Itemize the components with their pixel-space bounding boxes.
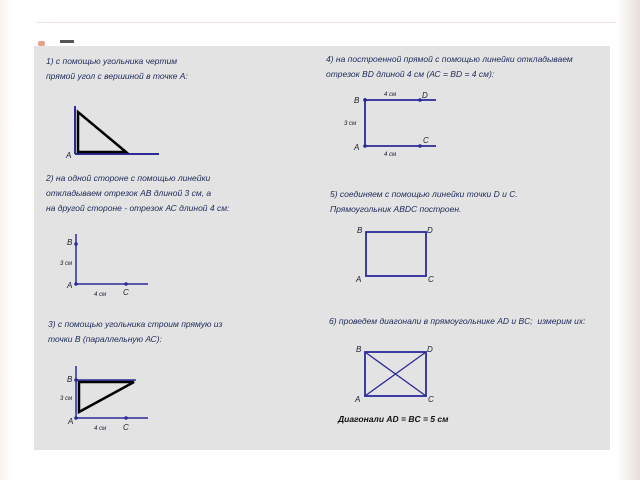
- fig2-label-b: B: [67, 238, 73, 247]
- step-6-text: 6) проведем диагонали в прямоугольнике AD и BC; измерим их:: [329, 316, 586, 326]
- fig3-label-4cm: 4 см: [94, 426, 107, 432]
- fig3-label-b: B: [67, 375, 73, 384]
- fig5-label-c: C: [428, 275, 434, 284]
- fig3-label-c: C: [123, 423, 129, 432]
- fig4-label-3cm: 3 см: [344, 121, 357, 127]
- fig5-label-d: D: [427, 226, 433, 235]
- fig2-label-a: A: [67, 281, 73, 290]
- fig6-label-b: B: [356, 345, 362, 354]
- figure-1-right-angle: [65, 106, 159, 160]
- fig2-point-c: [124, 282, 128, 286]
- fig6-label-c: C: [428, 395, 434, 404]
- fig2-label-c: C: [123, 288, 129, 297]
- step-4-text: 4) на построенной прямой с помощью линейки откладываем отрезок BD длиной 4 см (АС = BD = 4 см):: [326, 54, 573, 79]
- fig4-label-c: C: [423, 136, 429, 145]
- step-5-text: 5) соединяем с помощью линейки точки D и C. Прямоугольник ABDC построен.: [330, 189, 518, 214]
- slide-left-frame: [0, 0, 10, 480]
- fig3-point-a: [74, 416, 78, 420]
- fig3-set-square: [79, 382, 134, 412]
- step-1-text: 1) с помощью угольника чертим прямой угол с вершиной в точке А:: [46, 56, 188, 81]
- step-2-text: 2) на одной стороне с помощью линейки откладываем отрезок АВ длиной 3 см, а на другой стороне - отрезок АС длиной 4 см:: [46, 173, 230, 213]
- fig2-point-b: [74, 242, 78, 246]
- fig4-label-4cm-top: 4 см: [384, 92, 397, 98]
- figure-6-diagonals: [354, 345, 434, 404]
- fig1-label-a: A: [66, 151, 72, 160]
- fig3-point-c: [124, 416, 128, 420]
- slide-right-frame: [616, 0, 640, 480]
- fig6-label-d: D: [427, 345, 433, 354]
- figure-5-rectangle: [355, 226, 434, 284]
- fig3-label-3cm: 3 см: [60, 396, 73, 402]
- fig6-label-a: A: [355, 395, 361, 404]
- fig3-point-b: [74, 378, 78, 382]
- fig4-label-4cm-bottom: 4 см: [384, 152, 397, 158]
- figure-3-parallel: [60, 366, 148, 432]
- fig5-rectangle: [366, 232, 426, 276]
- fig4-label-d: D: [422, 91, 428, 100]
- fig5-label-a: A: [356, 275, 362, 284]
- fig4-label-b: B: [354, 96, 360, 105]
- fig2-label-4cm: 4 см: [94, 292, 107, 298]
- fig2-label-3cm: 3 см: [60, 261, 73, 267]
- diagonals-conclusion: Диагонали AD = BC = 5 см: [338, 414, 449, 424]
- slide-content: [34, 46, 610, 450]
- fig4-label-a: A: [354, 143, 360, 152]
- step-3-text: 3) с помощью угольника строим прямую из точки В (параллельную АС):: [48, 319, 223, 344]
- figure-2-segments: [60, 234, 148, 298]
- figure-4-segment-bd: [344, 91, 436, 158]
- fig4-point-c: [418, 144, 422, 148]
- fig1-set-square: [78, 112, 126, 152]
- geometry-figures: [34, 46, 610, 450]
- fig5-label-b: B: [357, 226, 363, 235]
- top-divider: [36, 22, 616, 23]
- title-dash: [60, 40, 74, 43]
- fig4-point-a: [363, 144, 367, 148]
- fig4-point-b: [363, 98, 367, 102]
- fig2-point-a: [74, 282, 78, 286]
- fig3-label-a: A: [68, 417, 74, 426]
